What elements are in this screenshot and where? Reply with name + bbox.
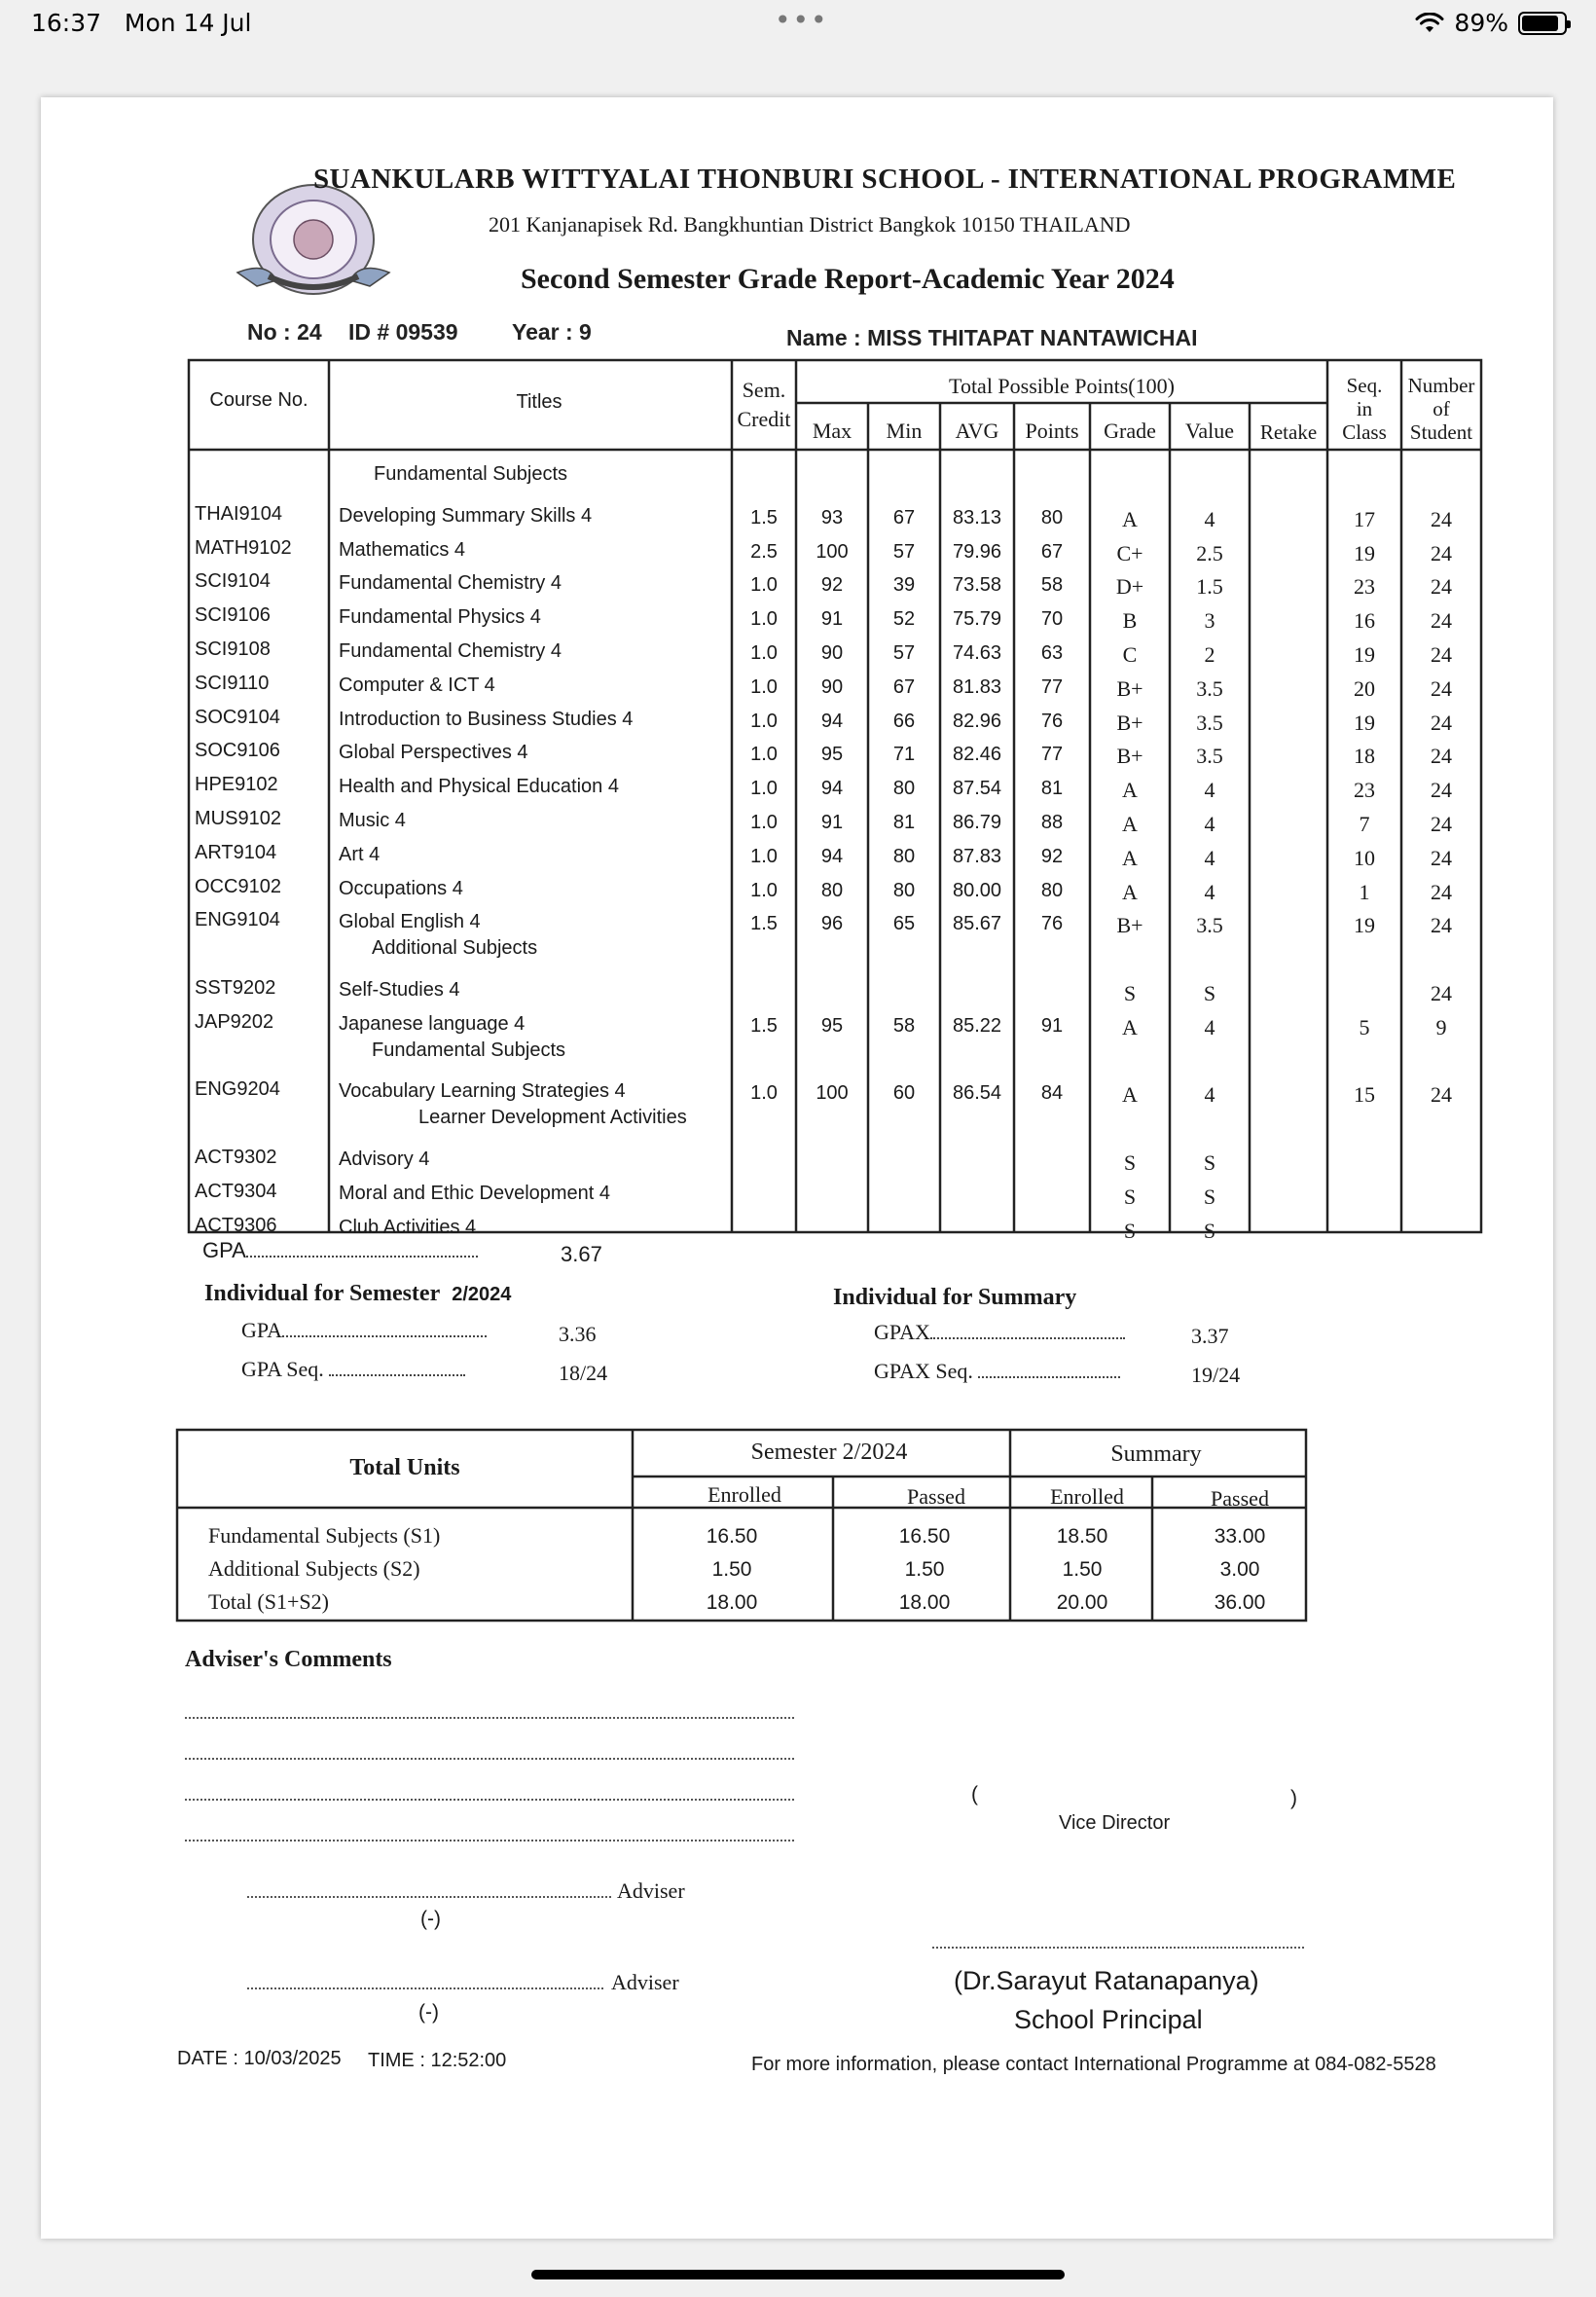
cell-points: 70 (1040, 608, 1064, 631)
course-code: MATH9102 (195, 536, 292, 559)
cell-credit: 1.0 (750, 879, 778, 901)
cell-value: 3.5 (1196, 744, 1223, 769)
section-heading: Fundamental Subjects (374, 463, 568, 485)
cell-seq: 1 (1359, 879, 1370, 904)
report-time: TIME : 12:52:00 (368, 2050, 507, 2071)
wifi-icon (1415, 13, 1444, 34)
gpa-label: GPA (202, 1238, 246, 1262)
course-title: Music 4 (339, 810, 406, 831)
cell-avg: 83.13 (952, 506, 1002, 529)
cell-value: S (1203, 981, 1216, 1005)
cell-num: 24 (1431, 642, 1452, 667)
cell-seq: 20 (1354, 675, 1375, 701)
cell-min: 80 (892, 879, 916, 901)
battery-icon (1518, 12, 1567, 35)
cell-max: 91 (820, 608, 844, 631)
units-passed-header: Passed (1211, 1486, 1269, 1511)
cell-num: 9 (1435, 1014, 1447, 1039)
student-id: ID # 09539 (348, 319, 458, 345)
cell-grade: B+ (1116, 744, 1143, 769)
units-t-pass: 3.00 (1219, 1558, 1260, 1581)
cell-value: 3.5 (1196, 675, 1223, 701)
cell-seq: 23 (1354, 574, 1375, 600)
comment-line (185, 1758, 794, 1760)
gpax-row: GPAX (874, 1320, 1125, 1345)
units-t-pass: 36.00 (1214, 1591, 1266, 1614)
units-t-enr: 18.50 (1056, 1525, 1108, 1548)
cell-value: 2.5 (1196, 540, 1223, 565)
cell-grade: B+ (1116, 675, 1143, 701)
course-code: ENG9204 (195, 1078, 280, 1101)
course-code: SCI9108 (195, 638, 271, 660)
cell-max: 94 (820, 845, 844, 867)
units-title: Total Units (349, 1455, 460, 1480)
cell-grade: S (1123, 1150, 1137, 1175)
grade-report-document (41, 97, 1553, 2239)
cell-min: 52 (892, 608, 916, 631)
units-s-enr: 16.50 (706, 1525, 758, 1548)
close-paren: ) (1290, 1787, 1297, 1809)
course-code: HPE9102 (195, 774, 278, 796)
sem-seq-value: 18/24 (559, 1361, 608, 1385)
gpax-seq-row: GPAX Seq. (874, 1359, 1120, 1384)
cell-value: 4 (1204, 879, 1215, 904)
cell-grade: S (1123, 1184, 1137, 1209)
units-t-enr: 1.50 (1062, 1558, 1103, 1581)
cell-value: 2 (1204, 642, 1215, 667)
principal-title: School Principal (1014, 2005, 1203, 2034)
total-units-table (175, 1428, 1308, 1622)
cell-credit: 1.0 (750, 744, 778, 766)
cell-seq: 19 (1354, 642, 1375, 667)
cell-num: 24 (1431, 540, 1452, 565)
cell-grade: A (1122, 1082, 1138, 1108)
school-address: 201 Kanjanapisek Rd. Bangkhuntian District Bangkok 10150 THAILAND (489, 212, 1131, 237)
cell-num: 24 (1431, 879, 1452, 904)
units-s-pass: 16.50 (898, 1525, 951, 1548)
dotted-leader (978, 1376, 1120, 1378)
cell-max: 90 (820, 642, 844, 664)
course-code: SOC9106 (195, 740, 280, 762)
course-title: Occupations 4 (339, 877, 463, 899)
cell-min: 65 (892, 913, 916, 935)
cell-max: 91 (820, 812, 844, 833)
cell-grade: A (1122, 879, 1138, 904)
adviser-signature-line (247, 1987, 603, 1989)
cell-credit: 1.5 (750, 506, 778, 529)
cell-num: 24 (1431, 845, 1452, 870)
units-s-enr: 1.50 (711, 1558, 752, 1581)
cell-points: 77 (1040, 675, 1064, 698)
cell-credit: 1.0 (750, 710, 778, 732)
header-grade: Grade (1104, 419, 1156, 443)
cell-grade: A (1122, 845, 1138, 870)
report-date: DATE : 10/03/2025 (177, 2048, 342, 2069)
header-sem: Sem. (742, 378, 786, 402)
adviser-name: (-) (420, 1908, 441, 1930)
course-code: ART9104 (195, 841, 277, 863)
cell-num: 24 (1431, 574, 1452, 600)
gpa-value: 3.67 (561, 1242, 602, 1266)
units-enrolled-header: Enrolled (707, 1482, 781, 1507)
status-bar (0, 0, 1596, 47)
cell-seq: 7 (1359, 812, 1370, 836)
cell-value: 4 (1204, 1082, 1215, 1108)
school-seal-logo (199, 183, 403, 300)
section-heading: Learner Development Activities (418, 1107, 687, 1129)
header-seq-1: Seq. (1346, 374, 1383, 397)
battery-percent: 89% (1454, 9, 1508, 37)
cell-value: 4 (1204, 778, 1215, 803)
cell-seq: 18 (1354, 744, 1375, 769)
cell-points: 81 (1040, 778, 1064, 800)
course-title: Mathematics 4 (339, 538, 466, 561)
course-title: Health and Physical Education 4 (339, 776, 619, 798)
comment-line (185, 1840, 794, 1841)
cell-grade: D+ (1115, 574, 1144, 600)
cell-num: 24 (1431, 744, 1452, 769)
cell-avg: 85.22 (952, 1014, 1002, 1037)
cell-min: 57 (892, 642, 916, 664)
units-passed-header: Passed (907, 1484, 965, 1509)
dotted-leader (282, 1335, 487, 1337)
cell-min: 80 (892, 845, 916, 867)
cell-points: 91 (1040, 1014, 1064, 1037)
course-code: ACT9306 (195, 1214, 277, 1236)
cell-min: 80 (892, 778, 916, 800)
header-titles: Titles (516, 391, 562, 413)
cell-num: 24 (1431, 981, 1452, 1005)
multitasking-dots-icon[interactable]: ••• (775, 4, 829, 36)
header-total-possible: Total Possible Points(100) (949, 374, 1175, 398)
dotted-leader (329, 1374, 465, 1376)
course-code: JAP9202 (195, 1010, 274, 1033)
cell-seq: 17 (1354, 506, 1375, 531)
student-name: Name : MISS THITAPAT NANTAWICHAI (786, 325, 1198, 350)
course-title: Club Activities 4 (339, 1216, 477, 1238)
cell-max: 95 (820, 1014, 844, 1037)
adviser-label: Adviser (617, 1878, 685, 1903)
course-title: Japanese language 4 (339, 1012, 526, 1035)
course-title: Art 4 (339, 843, 381, 865)
cell-num: 24 (1431, 1082, 1452, 1108)
cell-grade: B+ (1116, 913, 1143, 938)
cell-avg: 80.00 (952, 879, 1002, 901)
gpa-row (202, 1238, 478, 1263)
comment-line (185, 1717, 794, 1719)
course-code: SCI9106 (195, 604, 271, 627)
cell-max: 94 (820, 710, 844, 732)
cell-num: 24 (1431, 812, 1452, 836)
gpax-seq-value: 19/24 (1191, 1363, 1241, 1387)
cell-grade: B+ (1116, 710, 1143, 735)
cell-avg: 85.67 (952, 913, 1002, 935)
cell-grade: A (1122, 506, 1138, 531)
header-credit: Credit (737, 407, 791, 431)
units-t-enr: 20.00 (1056, 1591, 1108, 1614)
sem-seq-row: GPA Seq. (241, 1357, 465, 1382)
status-time: 16:37 Mon 14 Jul (31, 9, 252, 37)
cell-min: 81 (892, 812, 916, 833)
cell-points: 58 (1040, 574, 1064, 597)
cell-min: 60 (892, 1082, 916, 1105)
cell-avg: 82.46 (952, 744, 1002, 766)
adviser-signature-line (247, 1896, 611, 1898)
cell-min: 67 (892, 675, 916, 698)
cell-credit: 1.0 (750, 845, 778, 867)
course-title: Fundamental Chemistry 4 (339, 572, 562, 595)
course-title: Advisory 4 (339, 1148, 430, 1170)
cell-credit: 1.5 (750, 913, 778, 935)
header-min: Min (886, 419, 923, 443)
cell-max: 92 (820, 574, 844, 597)
cell-points: 92 (1040, 845, 1064, 867)
cell-max: 100 (816, 540, 849, 563)
units-row-label: Total (S1+S2) (208, 1589, 329, 1614)
cell-num: 24 (1431, 710, 1452, 735)
course-title: Global Perspectives 4 (339, 742, 528, 764)
units-summary-header: Summary (1110, 1441, 1202, 1467)
units-row-label: Fundamental Subjects (S1) (208, 1523, 441, 1548)
cell-avg: 75.79 (952, 608, 1002, 631)
cell-avg: 74.63 (952, 642, 1002, 664)
cell-value: 3 (1204, 608, 1215, 634)
cell-value: 4 (1204, 812, 1215, 836)
units-s-pass: 18.00 (898, 1591, 951, 1614)
principal-signature-line (932, 1947, 1304, 1949)
cell-credit: 1.0 (750, 642, 778, 664)
course-title: Fundamental Chemistry 4 (339, 640, 562, 662)
cell-credit: 1.5 (750, 1014, 778, 1037)
header-value: Value (1184, 419, 1235, 443)
units-s-enr: 18.00 (706, 1591, 758, 1614)
header-max: Max (812, 419, 852, 443)
course-title: Computer & ICT 4 (339, 674, 495, 696)
units-semester-header: Semester 2/2024 (750, 1440, 908, 1465)
cell-value: 3.5 (1196, 710, 1223, 735)
units-s-pass: 1.50 (904, 1558, 945, 1581)
course-title: Global English 4 (339, 911, 481, 933)
cell-seq: 15 (1354, 1082, 1375, 1108)
adviser-name: (-) (418, 2001, 439, 2024)
header-seq-2: in (1356, 397, 1373, 420)
cell-seq: 10 (1354, 845, 1375, 870)
cell-seq: 5 (1359, 1014, 1370, 1039)
cell-max: 80 (820, 879, 844, 901)
units-t-pass: 33.00 (1214, 1525, 1266, 1548)
contact-info: For more information, please contact International Programme at 084-082-5528 (751, 2054, 1436, 2075)
cell-min: 71 (892, 744, 916, 766)
header-seq-3: Class (1342, 420, 1387, 444)
adviser-label: Adviser (611, 1970, 679, 1994)
header-num-1: Number (1407, 374, 1475, 397)
cell-value: S (1203, 1150, 1216, 1175)
course-code: ACT9304 (195, 1180, 277, 1202)
cell-value: S (1203, 1184, 1216, 1209)
cell-grade: S (1123, 981, 1137, 1005)
units-row-label: Additional Subjects (S2) (208, 1556, 420, 1581)
cell-min: 58 (892, 1014, 916, 1037)
course-title: Developing Summary Skills 4 (339, 504, 593, 527)
header-course-no: Course No. (209, 389, 308, 411)
comment-line (185, 1799, 794, 1801)
dotted-leader (930, 1337, 1125, 1339)
cell-points: 77 (1040, 744, 1064, 766)
advisers-comments-title: Adviser's Comments (185, 1647, 392, 1672)
cell-credit: 1.0 (750, 778, 778, 800)
course-code: SST9202 (195, 977, 276, 999)
gpax-value: 3.37 (1191, 1324, 1229, 1348)
units-enrolled-header: Enrolled (1050, 1484, 1124, 1509)
cell-num: 24 (1431, 913, 1452, 938)
cell-max: 96 (820, 913, 844, 935)
cell-avg: 79.96 (952, 540, 1002, 563)
principal-name: (Dr.Sarayut Ratanapanya) (954, 1966, 1259, 1995)
cell-points: 63 (1040, 642, 1064, 664)
header-retake: Retake (1259, 420, 1318, 444)
course-code: ENG9104 (195, 909, 280, 931)
sem-gpa-value: 3.36 (559, 1322, 597, 1346)
cell-min: 39 (892, 574, 916, 597)
vice-director-title: Vice Director (1059, 1812, 1171, 1834)
cell-credit: 1.0 (750, 608, 778, 631)
summary-heading: Individual for Summary (833, 1285, 1077, 1310)
cell-seq: 23 (1354, 778, 1375, 803)
cell-points: 84 (1040, 1082, 1064, 1105)
header-num-3: Student (1409, 420, 1473, 444)
cell-points: 88 (1040, 812, 1064, 833)
semester-heading: Individual for Semester 2/2024 (204, 1281, 512, 1306)
cell-avg: 73.58 (952, 574, 1002, 597)
cell-credit: 1.0 (750, 812, 778, 833)
cell-grade: A (1122, 812, 1138, 836)
cell-max: 93 (820, 506, 844, 529)
cell-num: 24 (1431, 506, 1452, 531)
cell-avg: 86.54 (952, 1082, 1002, 1105)
report-title: Second Semester Grade Report-Academic Year 2024 (521, 263, 1175, 295)
cell-seq: 19 (1354, 913, 1375, 938)
cell-avg: 81.83 (952, 675, 1002, 698)
cell-credit: 2.5 (750, 540, 778, 563)
cell-points: 80 (1040, 879, 1064, 901)
course-code: OCC9102 (195, 875, 281, 897)
cell-max: 90 (820, 675, 844, 698)
cell-value: 3.5 (1196, 913, 1223, 938)
header-avg: AVG (955, 419, 999, 443)
open-paren: ( (971, 1783, 978, 1805)
course-title: Moral and Ethic Development 4 (339, 1182, 611, 1204)
cell-seq: 19 (1354, 710, 1375, 735)
section-heading: Additional Subjects (372, 937, 538, 960)
cell-max: 94 (820, 778, 844, 800)
cell-avg: 82.96 (952, 710, 1002, 732)
course-code: MUS9102 (195, 808, 281, 829)
course-code: ACT9302 (195, 1147, 277, 1168)
header-num-2: of (1433, 397, 1450, 420)
grade-table (187, 358, 1483, 1243)
cell-value: 4 (1204, 506, 1215, 531)
header-points: Points (1025, 419, 1079, 443)
cell-num: 24 (1431, 608, 1452, 634)
sem-gpa-row: GPA (241, 1318, 487, 1343)
cell-points: 76 (1040, 710, 1064, 732)
course-title: Vocabulary Learning Strategies 4 (339, 1080, 626, 1103)
cell-avg: 87.54 (952, 778, 1002, 800)
cell-grade: C (1122, 642, 1138, 667)
cell-max: 95 (820, 744, 844, 766)
cell-grade: A (1122, 778, 1138, 803)
course-code: THAI9104 (195, 502, 283, 525)
course-title: Introduction to Business Studies 4 (339, 708, 634, 730)
cell-avg: 87.83 (952, 845, 1002, 867)
cell-num: 24 (1431, 778, 1452, 803)
cell-credit: 1.0 (750, 574, 778, 597)
course-code: SCI9110 (195, 672, 270, 694)
cell-value: S (1203, 1218, 1216, 1243)
cell-value: 4 (1204, 1014, 1215, 1039)
cell-min: 66 (892, 710, 916, 732)
cell-avg: 86.79 (952, 812, 1002, 833)
cell-grade: S (1123, 1218, 1137, 1243)
cell-points: 76 (1040, 913, 1064, 935)
cell-seq: 16 (1354, 608, 1375, 634)
cell-min: 67 (892, 506, 916, 529)
course-title: Self-Studies 4 (339, 979, 460, 1001)
school-name: SUANKULARB WITTYALAI THONBURI SCHOOL - INTERNATIONAL PROGRAMME (313, 164, 1457, 195)
student-no: No : 24 (247, 319, 322, 345)
cell-grade: C+ (1116, 540, 1143, 565)
cell-points: 67 (1040, 540, 1064, 563)
cell-seq: 19 (1354, 540, 1375, 565)
cell-grade: A (1122, 1014, 1138, 1039)
section-heading: Fundamental Subjects (372, 1039, 566, 1061)
cell-num: 24 (1431, 675, 1452, 701)
course-title: Fundamental Physics 4 (339, 606, 541, 629)
cell-min: 57 (892, 540, 916, 563)
cell-value: 4 (1204, 845, 1215, 870)
home-indicator[interactable] (531, 2270, 1065, 2279)
student-year: Year : 9 (512, 319, 592, 345)
cell-credit: 1.0 (750, 1082, 778, 1105)
cell-credit: 1.0 (750, 675, 778, 698)
dotted-leader (246, 1256, 478, 1258)
cell-points: 80 (1040, 506, 1064, 529)
cell-value: 1.5 (1196, 574, 1223, 600)
cell-max: 100 (816, 1082, 849, 1105)
course-code: SCI9104 (195, 570, 271, 593)
course-code: SOC9104 (195, 706, 280, 728)
cell-grade: B (1122, 608, 1138, 634)
